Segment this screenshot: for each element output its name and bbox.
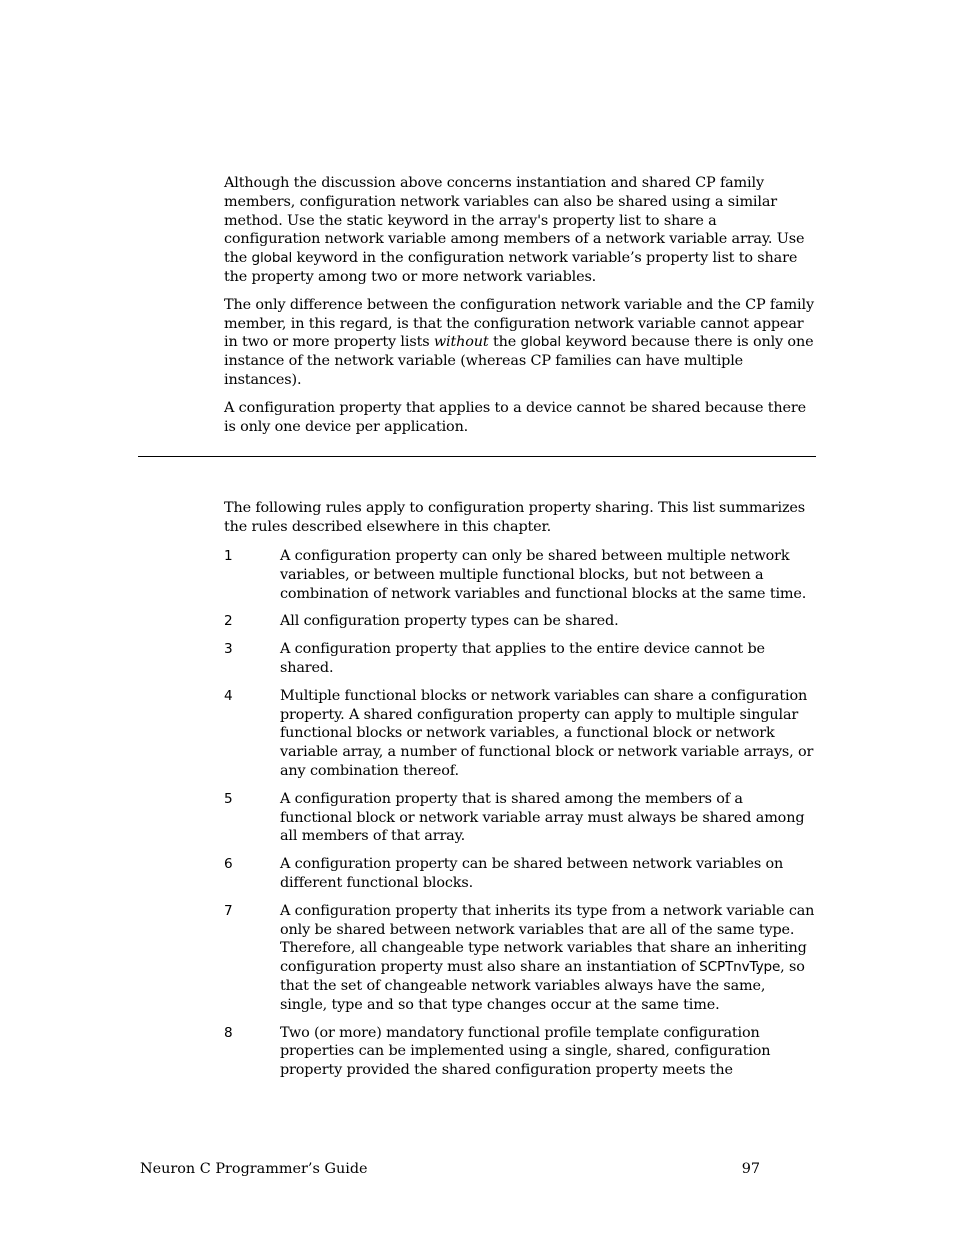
emphasis-without: without bbox=[433, 334, 489, 351]
list-item-number: 5 bbox=[224, 790, 233, 807]
footer-title: Neuron C Programmer’s Guide bbox=[140, 1161, 368, 1177]
paragraph-cnv-sharing: Although the discussion above concerns instantiation and shared CP family members, configuration network variables can also be shared using a similar method. Use the static keyword in the array's property list to share a configuration network variable among members of a network variable array. Use the global keyword in the configuration network variable’s property list to share the property among two or more network variables. bbox=[224, 175, 805, 285]
list-item bbox=[224, 612, 816, 631]
list-item-number: 2 bbox=[224, 613, 233, 630]
keyword-scptnvtype: SCPTnvType bbox=[699, 959, 781, 976]
list-item-text: Two (or more) mandatory functional profile template configuration properties can be implemented using a single, shared, configuration property provided the shared configuration property meets the bbox=[280, 1024, 771, 1079]
page-number: 97 bbox=[741, 1161, 760, 1177]
list-item-text: Multiple functional blocks or network variables can share a configuration property. A shared configuration property can apply to multiple singular functional blocks or network variables, a functional block or network variable array, a number of functional block or network variable arrays, or any combination thereof. bbox=[280, 687, 814, 779]
keyword-global: global bbox=[520, 334, 562, 351]
list-item-text: A configuration property can be shared between network variables on different functional blocks. bbox=[280, 856, 784, 891]
list-item-text: A configuration property that applies to the entire device cannot be shared. bbox=[280, 641, 765, 676]
paragraph-device-cp: A configuration property that applies to a device cannot be shared because there is only one device per application. bbox=[224, 399, 807, 435]
list-item bbox=[224, 547, 816, 603]
section-one bbox=[224, 174, 816, 445]
list-item-number: 3 bbox=[224, 641, 233, 658]
list-item-number: 7 bbox=[224, 902, 233, 919]
keyword-global: global bbox=[251, 250, 293, 267]
list-item-text: All configuration property types can be shared. bbox=[280, 613, 619, 630]
list-item-text: A configuration property that inherits its type from a network variable can only be shared between network variables that are all of the same type. Therefore, all changeable type network variables that share an inheriting configuration property must also share an instantiation of SCPTnvType, so that the set of changeable network variables always have the same, single, type and so that type changes occur at the same time. bbox=[280, 902, 815, 1013]
list-item-number: 6 bbox=[224, 856, 233, 873]
list-item bbox=[224, 640, 816, 678]
section-divider bbox=[138, 456, 816, 457]
list-item bbox=[224, 902, 816, 1015]
paragraph-rules-intro: The following rules apply to configuration property sharing. This list summarizes the rules described elsewhere in this chapter. bbox=[224, 500, 806, 535]
list-item-number: 4 bbox=[224, 687, 233, 704]
section-two-intro bbox=[224, 499, 816, 546]
list-item-number: 1 bbox=[224, 548, 233, 564]
list-item bbox=[224, 687, 816, 781]
list-item bbox=[224, 790, 816, 846]
sharing-rules-list bbox=[224, 547, 816, 1089]
list-item-text: A configuration property that is shared among the members of a functional block or network variable array must always be shared among all members of that array. bbox=[280, 790, 805, 845]
paragraph-cnv-difference: The only difference between the configuration network variable and the CP family member, in this regard, is that the configuration network variable cannot appear in two or more property lists without the global keyword because there is only one instance of the network variable (whereas CP families can have multiple instances). bbox=[224, 296, 814, 388]
list-item-number: 8 bbox=[224, 1024, 233, 1041]
list-item-text: A configuration property can only be shared between multiple network variables, or between multiple functional blocks, but not between a combination of network variables and functional blocks at the same time. bbox=[280, 548, 807, 602]
keyword-static: static bbox=[346, 212, 384, 229]
list-item bbox=[224, 855, 816, 893]
list-item bbox=[224, 1024, 816, 1080]
